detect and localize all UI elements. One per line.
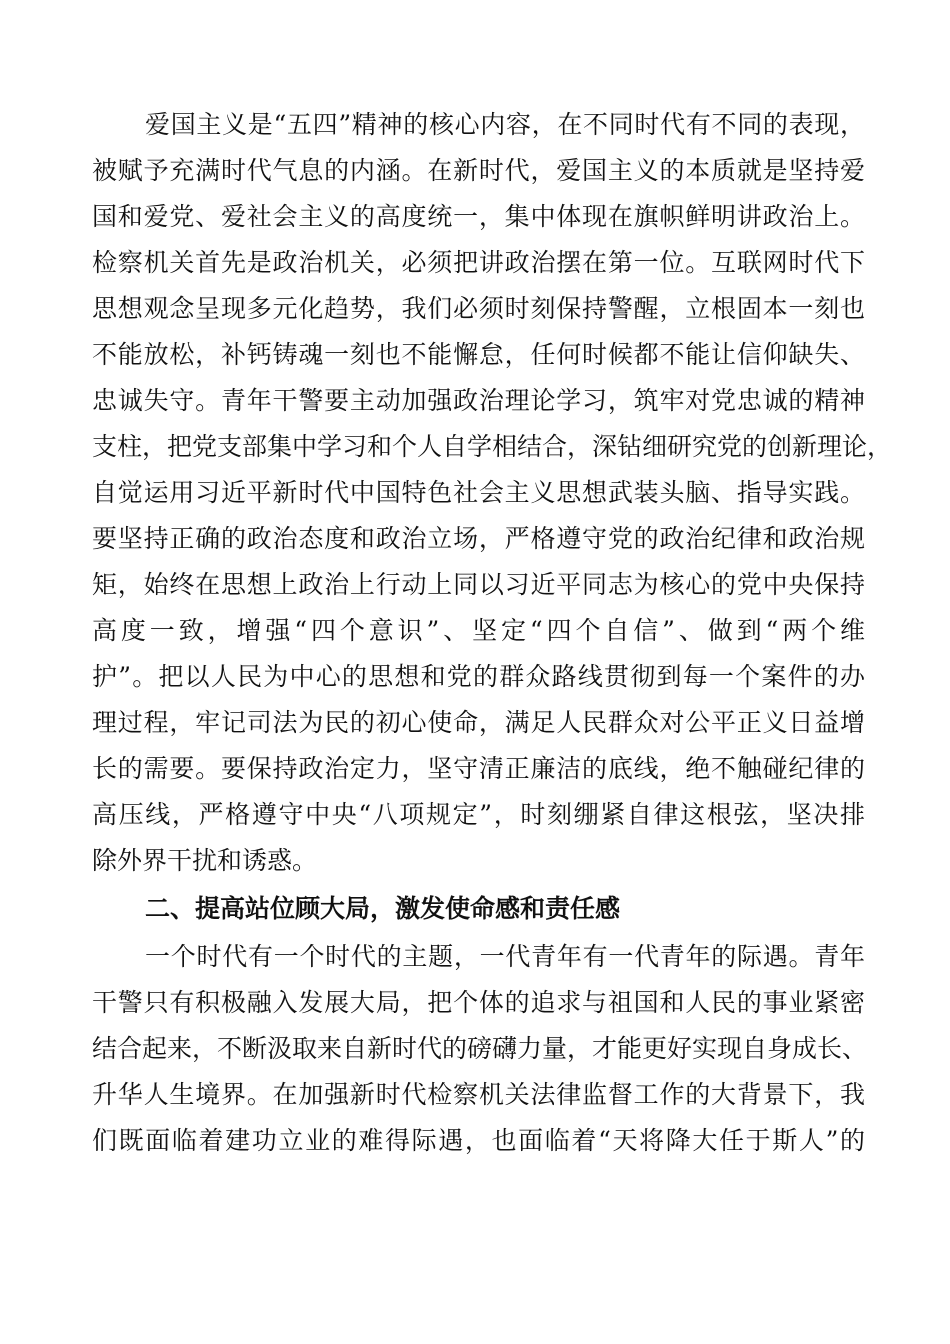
- paragraph1-line: 长的需要。要保持政治定力，坚守清正廉洁的底线，绝不触碰纪律的: [92, 754, 865, 783]
- paragraph1-line: 爱国主义是“五四”精神的核心内容，在不同时代有不同的表现，: [145, 110, 865, 139]
- paragraph1-line: 除外界干扰和诱惑。: [92, 846, 318, 875]
- paragraph2-line: 干警只有积极融入发展大局，把个体的追求与祖国和人民的事业紧密: [92, 988, 865, 1017]
- paragraph1-line: 理过程，牢记司法为民的初心使命，满足人民群众对公平正义日益增: [92, 708, 865, 737]
- paragraph2-line: 升华人生境界。在加强新时代检察机关法律监督工作的大背景下，我: [92, 1080, 865, 1109]
- section-heading: 二、提高站位顾大局，激发使命感和责任感: [145, 894, 621, 923]
- paragraph1-line: 忠诚失守。青年干警要主动加强政治理论学习，筑牢对党忠诚的精神: [92, 386, 865, 415]
- paragraph1-line: 要坚持正确的政治态度和政治立场，严格遵守党的政治纪律和政治规: [92, 524, 865, 553]
- paragraph1-line: 不能放松，补钙铸魂一刻也不能懈怠，任何时候都不能让信仰缺失、: [92, 340, 865, 369]
- paragraph2-line: 们既面临着建功立业的难得际遇，也面临着“天将降大任于斯人”的: [92, 1126, 865, 1155]
- paragraph1-line: 被赋予充满时代气息的内涵。在新时代，爱国主义的本质就是坚持爱: [92, 156, 865, 185]
- paragraph1-line: 支柱，把党支部集中学习和个人自学相结合，深钻细研究党的创新理论，: [92, 432, 893, 461]
- paragraph1-line: 矩，始终在思想上政治上行动上同以习近平同志为核心的党中央保持: [92, 570, 865, 599]
- paragraph1-line: 检察机关首先是政治机关，必须把讲政治摆在第一位。互联网时代下: [92, 248, 865, 277]
- paragraph2-line: 结合起来，不断汲取来自新时代的磅礴力量，才能更好实现自身成长、: [92, 1034, 868, 1063]
- paragraph1-line: 护”。把以人民为中心的思想和党的群众路线贯彻到每一个案件的办: [92, 662, 865, 691]
- paragraph1-line: 自觉运用习近平新时代中国特色社会主义思想武装头脑、指导实践。: [92, 478, 865, 507]
- paragraph1-line: 思想观念呈现多元化趋势，我们必须时刻保持警醒，立根固本一刻也: [92, 294, 865, 323]
- paragraph1-line: 国和爱党、爱社会主义的高度统一，集中体现在旗帜鲜明讲政治上。: [92, 202, 865, 231]
- paragraph2-line: 一个时代有一个时代的主题，一代青年有一代青年的际遇。青年: [145, 942, 865, 971]
- paragraph1-line: 高度一致，增强“四个意识”、坚定“四个自信”、做到“两个维: [92, 616, 865, 645]
- paragraph1-line: 高压线，严格遵守中央“八项规定”，时刻绷紧自律这根弦，坚决排: [92, 800, 865, 829]
